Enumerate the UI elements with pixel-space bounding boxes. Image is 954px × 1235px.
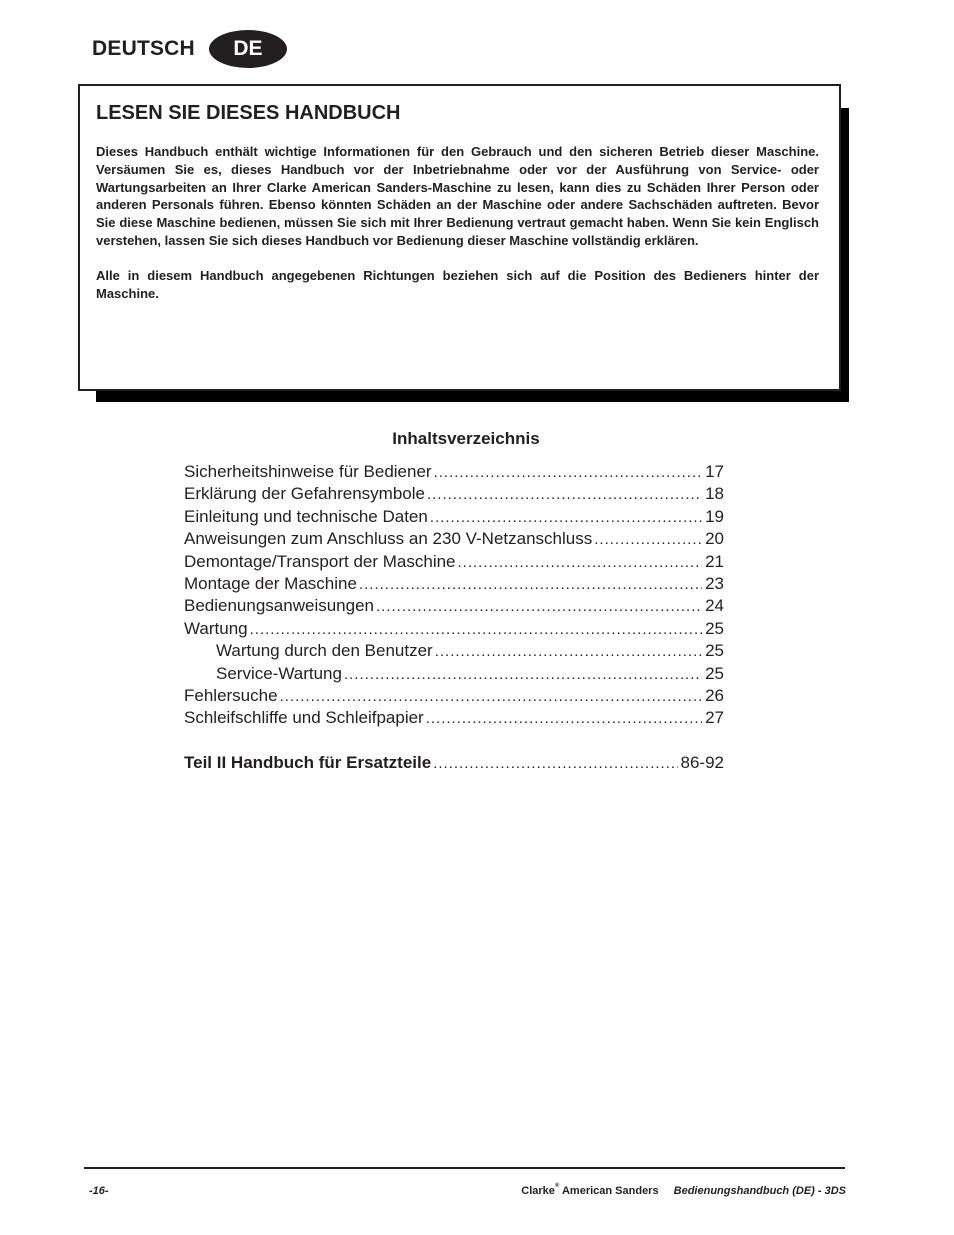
- table-of-contents: [184, 462, 724, 775]
- toc-subentry[interactable]: [184, 664, 724, 686]
- toc-part-page: 86-92: [680, 753, 724, 773]
- toc-leader-dots: [280, 688, 703, 705]
- toc-entry-page: 21: [705, 551, 724, 571]
- toc-entry[interactable]: [184, 574, 724, 596]
- toc-entry-title: Wartung durch den Benutzer: [216, 641, 433, 661]
- toc-entry-title: Bedienungsanweisungen: [184, 596, 374, 616]
- toc-entry[interactable]: [184, 529, 724, 551]
- toc-entry[interactable]: [184, 596, 724, 618]
- toc-entry-title: Montage der Maschine: [184, 573, 357, 593]
- toc-entry-page: 24: [705, 596, 724, 616]
- toc-entry-page: 20: [705, 529, 724, 549]
- toc-leader-dots: [376, 598, 702, 615]
- toc-heading: Inhaltsverzeichnis: [392, 429, 540, 448]
- toc-leader-dots: [426, 710, 702, 727]
- toc-entry-page: 19: [705, 506, 724, 526]
- toc-leader-dots: [250, 621, 702, 638]
- toc-leader-dots: [433, 755, 677, 772]
- toc-entry[interactable]: [184, 686, 724, 708]
- toc-entry-page: 27: [705, 708, 724, 728]
- language-label: DEUTSCH: [92, 37, 195, 60]
- toc-entry[interactable]: [184, 708, 724, 730]
- toc-entry-page: 26: [705, 685, 724, 705]
- toc-part-title: Teil II Handbuch für Ersatzteile: [184, 753, 432, 773]
- toc-entry-title: Einleitung und technische Daten: [184, 506, 428, 526]
- registered-mark: ®: [554, 1183, 560, 1189]
- toc-entry-page: 17: [705, 462, 724, 481]
- toc-entry[interactable]: [184, 507, 724, 529]
- toc-leader-dots: [344, 666, 702, 683]
- toc-entry[interactable]: [184, 462, 724, 484]
- toc-entry-title: Erklärung der Gefahrensymbole: [184, 484, 425, 504]
- toc-entry[interactable]: [184, 552, 724, 574]
- footer-brand: Clarke: [521, 1185, 555, 1197]
- toc-leader-dots: [594, 531, 702, 548]
- toc-entry-title: Anweisungen zum Anschluss an 230 V-Netzanschluss: [184, 529, 593, 549]
- notice-title: LESEN SIE DIESES HANDBUCH: [96, 102, 401, 124]
- toc-entry-page: 23: [705, 573, 724, 593]
- toc-entry-page: 25: [705, 641, 724, 661]
- notice-paragraph: Dieses Handbuch enthält wichtige Informationen für den Gebrauch und den sicheren Betrieb dieser Maschine. Versäumen Sie es, dieses Handbuch vor der Inbetriebnahme oder vor der Ausführung von Service- oder Wartungsarbeiten an Ihrer Clarke American Sanders-Maschine zu lesen, kann dies zu Schäden Ihrer Person oder anderen Personals führen. Ebenso könnten Schäden an der Maschine oder andere Sachschäden auftreten. Bevor Sie diese Maschine bedienen, müssen Sie sich mit Ihrer Bedienung vertraut gemacht haben. Wenn Sie kein Englisch verstehen, lassen Sie sich dieses Handbuch vor Bedienung dieser Maschine vollständig erklären.: [96, 144, 819, 248]
- toc-entry-title: Demontage/Transport der Maschine: [184, 551, 456, 571]
- notice-box: [78, 84, 841, 391]
- toc-leader-dots: [435, 643, 702, 660]
- toc-leader-dots: [427, 486, 702, 503]
- language-header: [92, 30, 287, 68]
- toc-entry-title: Wartung: [184, 618, 248, 638]
- toc-entry[interactable]: [184, 619, 724, 641]
- toc-leader-dots: [458, 554, 703, 571]
- toc-leader-dots: [430, 509, 702, 526]
- footer-publication: [521, 1185, 846, 1197]
- toc-entry[interactable]: [184, 484, 724, 506]
- toc-entry-page: 25: [705, 618, 724, 638]
- toc-leader-dots: [359, 576, 702, 593]
- toc-entry-title: Fehlersuche: [184, 685, 278, 705]
- toc-entry-page: 18: [705, 484, 724, 504]
- footer-company: American Sanders: [561, 1185, 659, 1197]
- toc-entry-title: Schleifschliffe und Schleifpapier: [184, 708, 424, 728]
- notice-paragraph: Alle in diesem Handbuch angegebenen Richtungen beziehen sich auf die Position des Bedieners hinter der Maschine.: [96, 267, 819, 301]
- toc-entry-title: Service-Wartung: [216, 663, 342, 683]
- language-code-badge: DE: [209, 30, 287, 68]
- toc-leader-dots: [434, 464, 702, 481]
- footer-page-number: -16-: [89, 1185, 109, 1197]
- toc-subentry[interactable]: [184, 641, 724, 663]
- footer-manual-title: Bedienungshandbuch (DE) - 3DS: [673, 1185, 846, 1197]
- toc-part-entry[interactable]: [184, 753, 724, 775]
- toc-entry-title: Sicherheitshinweise für Bediener: [184, 462, 432, 481]
- toc-entry-page: 25: [705, 663, 724, 683]
- footer-divider: [84, 1167, 845, 1169]
